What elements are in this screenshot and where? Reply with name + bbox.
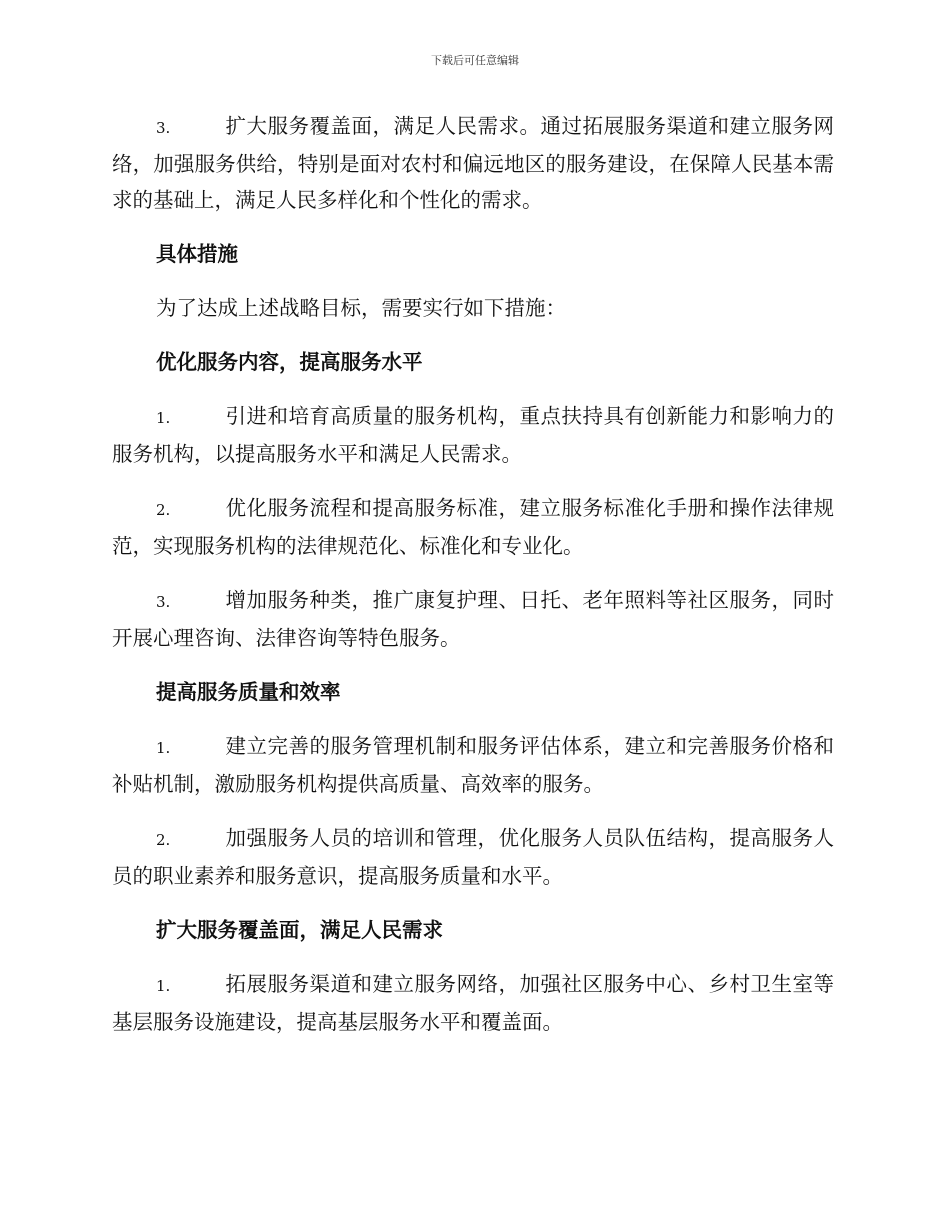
list-number: 1.: [156, 409, 171, 427]
paragraph-text: 优化服务流程和提高服务标准，建立服务标准化手册和操作法律规范，实现服务机构的法律规范化、标准化和专业化。: [112, 496, 834, 558]
list-item: [112, 582, 834, 656]
paragraph-text: 引进和培育高质量的服务机构，重点扶持具有创新能力和影响力的服务机构，以提高服务水平和满足人民需求。: [112, 404, 834, 466]
list-item: [112, 490, 834, 564]
list-number: 1.: [156, 977, 171, 995]
list-item: [112, 398, 834, 472]
section-heading: 具体措施: [156, 242, 238, 266]
paragraph-text: 增加服务种类，推广康复护理、日托、老年照料等社区服务，同时开展心理咨询、法律咨询等特色服务。: [112, 588, 834, 650]
list-number: 3.: [156, 119, 171, 137]
paragraph-text: 建立完善的服务管理机制和服务评估体系，建立和完善服务价格和补贴机制，激励服务机构提供高质量、高效率的服务。: [112, 734, 834, 796]
list-item: [112, 108, 834, 218]
paragraph-text: 加强服务人员的培训和管理，优化服务人员队伍结构，提高服务人员的职业素养和服务意识，提高服务质量和水平。: [112, 826, 834, 888]
section-heading: 提高服务质量和效率: [156, 680, 341, 704]
list-number: 2.: [156, 501, 171, 519]
paragraph-text: 扩大服务覆盖面，满足人民需求。通过拓展服务渠道和建立服务网络，加强服务供给，特别是面对农村和偏远地区的服务建设，在保障人民基本需求的基础上，满足人民多样化和个性化的需求。: [112, 114, 834, 212]
section-heading: 优化服务内容，提高服务水平: [156, 350, 423, 374]
list-item: [112, 966, 834, 1040]
list-number: 1.: [156, 739, 171, 757]
page-header: 下载后可任意编辑: [431, 54, 519, 67]
paragraph-text: 拓展服务渠道和建立服务网络，加强社区服务中心、乡村卫生室等基层服务设施建设，提高基层服务水平和覆盖面。: [112, 972, 834, 1034]
section-heading: 扩大服务覆盖面，满足人民需求: [156, 918, 443, 942]
list-item: [112, 728, 834, 802]
list-number: 3.: [156, 593, 171, 611]
paragraph: 为了达成上述战略目标，需要实行如下措施：: [156, 296, 566, 320]
list-item: [112, 820, 834, 894]
list-number: 2.: [156, 831, 171, 849]
document-body: [112, 108, 834, 1058]
